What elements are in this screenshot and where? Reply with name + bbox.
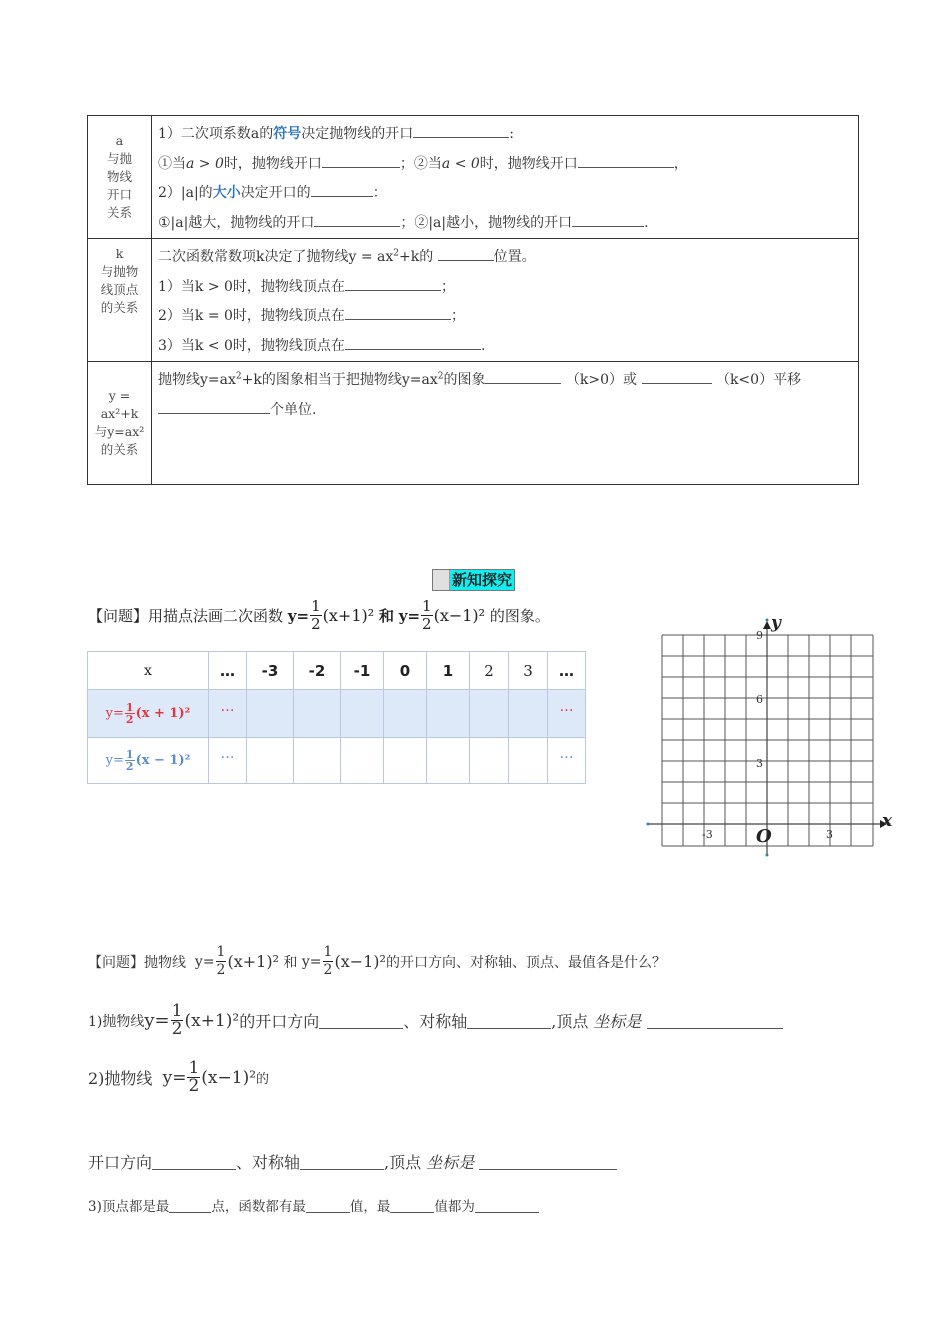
question-text: 点，函数都有最 [211, 1199, 306, 1215]
numerator: 1 [323, 944, 333, 960]
y1-cell[interactable] [247, 690, 294, 738]
y-tick-label: 6 [756, 693, 763, 706]
question-text: 值，最 [349, 1199, 391, 1215]
fill-blank[interactable] [578, 152, 674, 168]
x-axis-label: x [882, 811, 893, 831]
y2-cell[interactable] [548, 738, 586, 784]
fill-blank[interactable] [642, 368, 712, 384]
text: 3）当k < 0时，抛物线顶点在 [158, 337, 345, 354]
text: ①|a|越大，抛物线的开口 [158, 214, 315, 231]
x-row [88, 652, 586, 690]
text: ①当 [158, 155, 186, 172]
label-line: y = [108, 388, 131, 403]
text-line [158, 209, 852, 239]
fill-blank[interactable] [345, 275, 441, 291]
fill-blank[interactable] [345, 334, 481, 350]
fraction [125, 702, 135, 725]
text: +k的图象相当于把抛物线y=ax [241, 372, 438, 388]
section-marker [433, 570, 450, 590]
origin-label: O [756, 826, 772, 847]
denominator: 2 [125, 760, 134, 773]
summary-table [87, 115, 859, 485]
fill-blank[interactable] [319, 1013, 403, 1029]
text: ： [372, 185, 387, 201]
label-line: 物线 [106, 169, 132, 184]
text: 时，抛物线开口 [223, 155, 322, 172]
denominator: 2 [422, 615, 432, 633]
ellipsis: … [559, 745, 574, 762]
label-line: ax²+k [100, 406, 139, 421]
formula-part: (x+1)² [322, 606, 375, 625]
formula-part: (x−1)² [433, 606, 486, 625]
text: . [644, 214, 649, 231]
text-line [158, 179, 852, 209]
y1-cell[interactable] [384, 690, 427, 738]
x-value-cell: … [209, 652, 247, 690]
x-value-cell: -2 [294, 652, 341, 690]
label-line: 与抛 [106, 151, 132, 166]
fraction [421, 598, 433, 633]
formula-part: y= [398, 606, 421, 625]
formula-part: y= [287, 606, 310, 625]
fraction [171, 1003, 184, 1038]
question-text: 开口方向 [88, 1153, 153, 1172]
fill-blank[interactable] [322, 152, 400, 168]
math-text: a > 0 [186, 155, 224, 172]
denominator: 2 [311, 615, 321, 633]
row-label-relation [88, 362, 152, 485]
formula-part: (x − 1)² [135, 753, 191, 768]
text: +k的 [399, 249, 434, 265]
fraction [125, 749, 135, 772]
x-value-cell: … [548, 652, 586, 690]
row-label-a [88, 116, 152, 239]
y1-cell[interactable] [427, 690, 470, 738]
text: （k>0）或 [565, 372, 638, 388]
fill-blank[interactable] [306, 1197, 350, 1213]
y-tick-label: 3 [756, 757, 763, 770]
fraction [216, 944, 227, 979]
text: ； [450, 308, 465, 324]
text: 抛物线y=ax [158, 372, 236, 388]
fill-blank[interactable] [647, 1013, 783, 1029]
formula [106, 702, 191, 725]
superscript: 2 [437, 371, 444, 382]
fraction [323, 944, 334, 979]
text: ， [673, 155, 688, 172]
y2-cell[interactable] [294, 738, 341, 784]
label-line: 与y=ax² [94, 424, 145, 439]
y2-row [88, 738, 586, 784]
question-text: 的 [256, 1072, 270, 1087]
header-cell: x [88, 652, 209, 690]
label-line: a [115, 133, 124, 148]
denominator: 2 [323, 962, 333, 978]
text-line [158, 150, 852, 180]
formula-part: (x+1)² [184, 1010, 240, 1031]
label-line: 的关系 [100, 442, 139, 457]
text: ； [440, 278, 455, 295]
highlight-text: 符号 [273, 126, 302, 142]
row-body-relation [152, 362, 859, 485]
row-label-k [88, 239, 152, 362]
numerator: 1 [216, 944, 226, 960]
x-tick-label: -3 [702, 828, 713, 841]
highlight-text: 大小 [212, 185, 241, 201]
text: . [480, 337, 486, 354]
question-text: 坐标是 [593, 1012, 642, 1031]
y1-cell[interactable] [509, 690, 548, 738]
text-line [158, 366, 852, 396]
question-text: 1)抛物线 [88, 1013, 145, 1030]
question-1 [88, 1003, 783, 1038]
formula-part: y= [194, 953, 215, 970]
row-label-y2 [88, 738, 209, 784]
fill-blank[interactable] [345, 304, 451, 320]
fill-blank[interactable] [169, 1197, 211, 1213]
y2-cell[interactable] [247, 738, 294, 784]
text: 的图象 [443, 372, 486, 388]
y2-cell[interactable] [427, 738, 470, 784]
formula-part: y= [301, 953, 322, 970]
coordinate-grid [640, 610, 900, 860]
label-line: 的关系 [100, 300, 139, 315]
formula-part: y= [144, 1010, 170, 1031]
label-line: k [115, 246, 124, 261]
numerator: 1 [125, 701, 134, 714]
y-tick-label: 9 [756, 629, 763, 642]
formula-part: (x−1)² [334, 952, 386, 971]
text-line [158, 332, 852, 362]
fill-blank[interactable] [413, 122, 509, 138]
x-value-cell: 0 [384, 652, 427, 690]
formula-part: y= [162, 1067, 187, 1088]
y2-cell[interactable] [341, 738, 384, 784]
x-value-cell: 2 [470, 652, 509, 690]
x-value-cell: -1 [341, 652, 384, 690]
y2-cell[interactable] [384, 738, 427, 784]
fill-blank[interactable] [390, 1197, 434, 1213]
fill-blank[interactable] [479, 1154, 617, 1170]
ellipsis: … [559, 698, 574, 715]
problem-text: 【问题】抛物线 [88, 954, 186, 971]
fill-blank[interactable] [467, 1013, 551, 1029]
y1-cell[interactable] [294, 690, 341, 738]
fraction [187, 1060, 200, 1095]
y1-row [88, 690, 586, 738]
text: （k<0）平移 [715, 372, 802, 388]
numerator: 1 [422, 597, 432, 615]
denominator: 2 [188, 1076, 200, 1096]
question-text: ,顶点 [551, 1012, 589, 1031]
question-text: ,顶点 [384, 1153, 422, 1172]
problem-properties [88, 944, 666, 979]
text: 决定抛物线的开口 [301, 126, 414, 142]
superscript: 2 [235, 371, 242, 382]
fraction [310, 598, 322, 633]
question-text: 、对称轴 [236, 1153, 301, 1172]
problem-text: 的开口方向、对称轴、顶点、最值各是什么？ [385, 954, 666, 971]
fill-blank[interactable] [572, 211, 644, 227]
y2-cell[interactable] [509, 738, 548, 784]
numerator: 1 [125, 748, 134, 761]
numerator: 1 [171, 1001, 183, 1021]
formula-part: (x + 1)² [135, 706, 191, 721]
label-line: 关系 [106, 205, 132, 220]
problem-text: 和 [378, 607, 394, 625]
question-text: 坐标是 [426, 1153, 475, 1172]
text: 个单位. [270, 401, 317, 418]
text-line [158, 273, 852, 303]
denominator: 2 [125, 713, 134, 726]
formula-part: (x−1)² [201, 1067, 257, 1088]
x-tick-label: 3 [826, 828, 833, 841]
problem-plot [88, 598, 550, 633]
y1-cell[interactable] [341, 690, 384, 738]
y2-cell[interactable] [209, 738, 247, 784]
fill-blank[interactable] [314, 211, 400, 227]
value-table [87, 651, 586, 784]
question-text: 、对称轴 [403, 1012, 468, 1031]
text: ；②当 [399, 155, 442, 172]
question-text: 3)顶点都是最 [88, 1199, 170, 1215]
y1-cell[interactable] [548, 690, 586, 738]
math-text: a < 0 [441, 155, 480, 172]
fill-blank[interactable] [152, 1154, 236, 1170]
question-2-blanks [88, 1150, 617, 1173]
denominator: 2 [171, 1019, 183, 1039]
text: 1）当k > 0时，抛物线顶点在 [158, 278, 345, 295]
y2-cell[interactable] [470, 738, 509, 784]
text-line [158, 120, 852, 150]
text: 时，抛物线开口 [479, 155, 578, 172]
fill-blank[interactable] [158, 398, 270, 414]
numerator: 1 [311, 597, 321, 615]
formula-part: (x+1)² [227, 952, 279, 971]
x-value-cell: 1 [427, 652, 470, 690]
y1-cell[interactable] [470, 690, 509, 738]
section-title: 新知探究 [452, 571, 513, 589]
question-text: 的开口方向 [239, 1012, 320, 1031]
formula-part: y= [105, 706, 124, 721]
question-text: 值都为 [434, 1199, 475, 1215]
text: 2）当k = 0时，抛物线顶点在 [158, 308, 345, 324]
x-value-cell: -3 [247, 652, 294, 690]
ellipsis: … [220, 745, 235, 762]
fill-blank[interactable] [438, 245, 494, 261]
row-body-a [152, 116, 859, 239]
text-line [158, 396, 852, 426]
text-line [158, 302, 852, 332]
section-header [432, 569, 515, 591]
row-body-k [152, 239, 859, 362]
x-value-cell: 3 [509, 652, 548, 690]
superscript: 2 [393, 248, 399, 259]
problem-text: 和 [283, 954, 298, 971]
text-line [158, 243, 852, 273]
ellipsis: … [220, 698, 235, 715]
text: 决定开口的 [240, 185, 311, 201]
problem-text: 【问题】用描点法画二次函数 [88, 607, 284, 625]
text: 2）|a|的 [158, 185, 213, 201]
text: ；②|a|越小，抛物线的开口 [400, 214, 573, 231]
formula [106, 749, 191, 772]
problem-text: 的图象。 [489, 607, 550, 625]
denominator: 2 [216, 962, 226, 978]
label-line: 与抛物 [100, 264, 139, 279]
fill-blank[interactable] [485, 368, 561, 384]
text: 1）二次项系数a的 [158, 126, 274, 142]
fill-blank[interactable] [311, 181, 373, 197]
label-line: 线顶点 [100, 282, 139, 297]
fill-blank[interactable] [475, 1197, 539, 1213]
question-text: 2)抛物线 [88, 1069, 153, 1088]
text: : [509, 126, 514, 142]
y-arrow-icon [763, 621, 771, 629]
y-axis-label: y [771, 613, 781, 633]
fill-blank[interactable] [300, 1154, 384, 1170]
numerator: 1 [188, 1058, 200, 1078]
y1-cell[interactable] [209, 690, 247, 738]
formula-part: y= [105, 753, 124, 768]
text: 位置。 [493, 249, 536, 265]
label-line: 开口 [106, 187, 132, 202]
question-3 [88, 1195, 539, 1215]
row-label-y1 [88, 690, 209, 738]
text: 二次函数常数项k决定了抛物线y = ax [158, 249, 394, 265]
question-2 [88, 1060, 269, 1095]
